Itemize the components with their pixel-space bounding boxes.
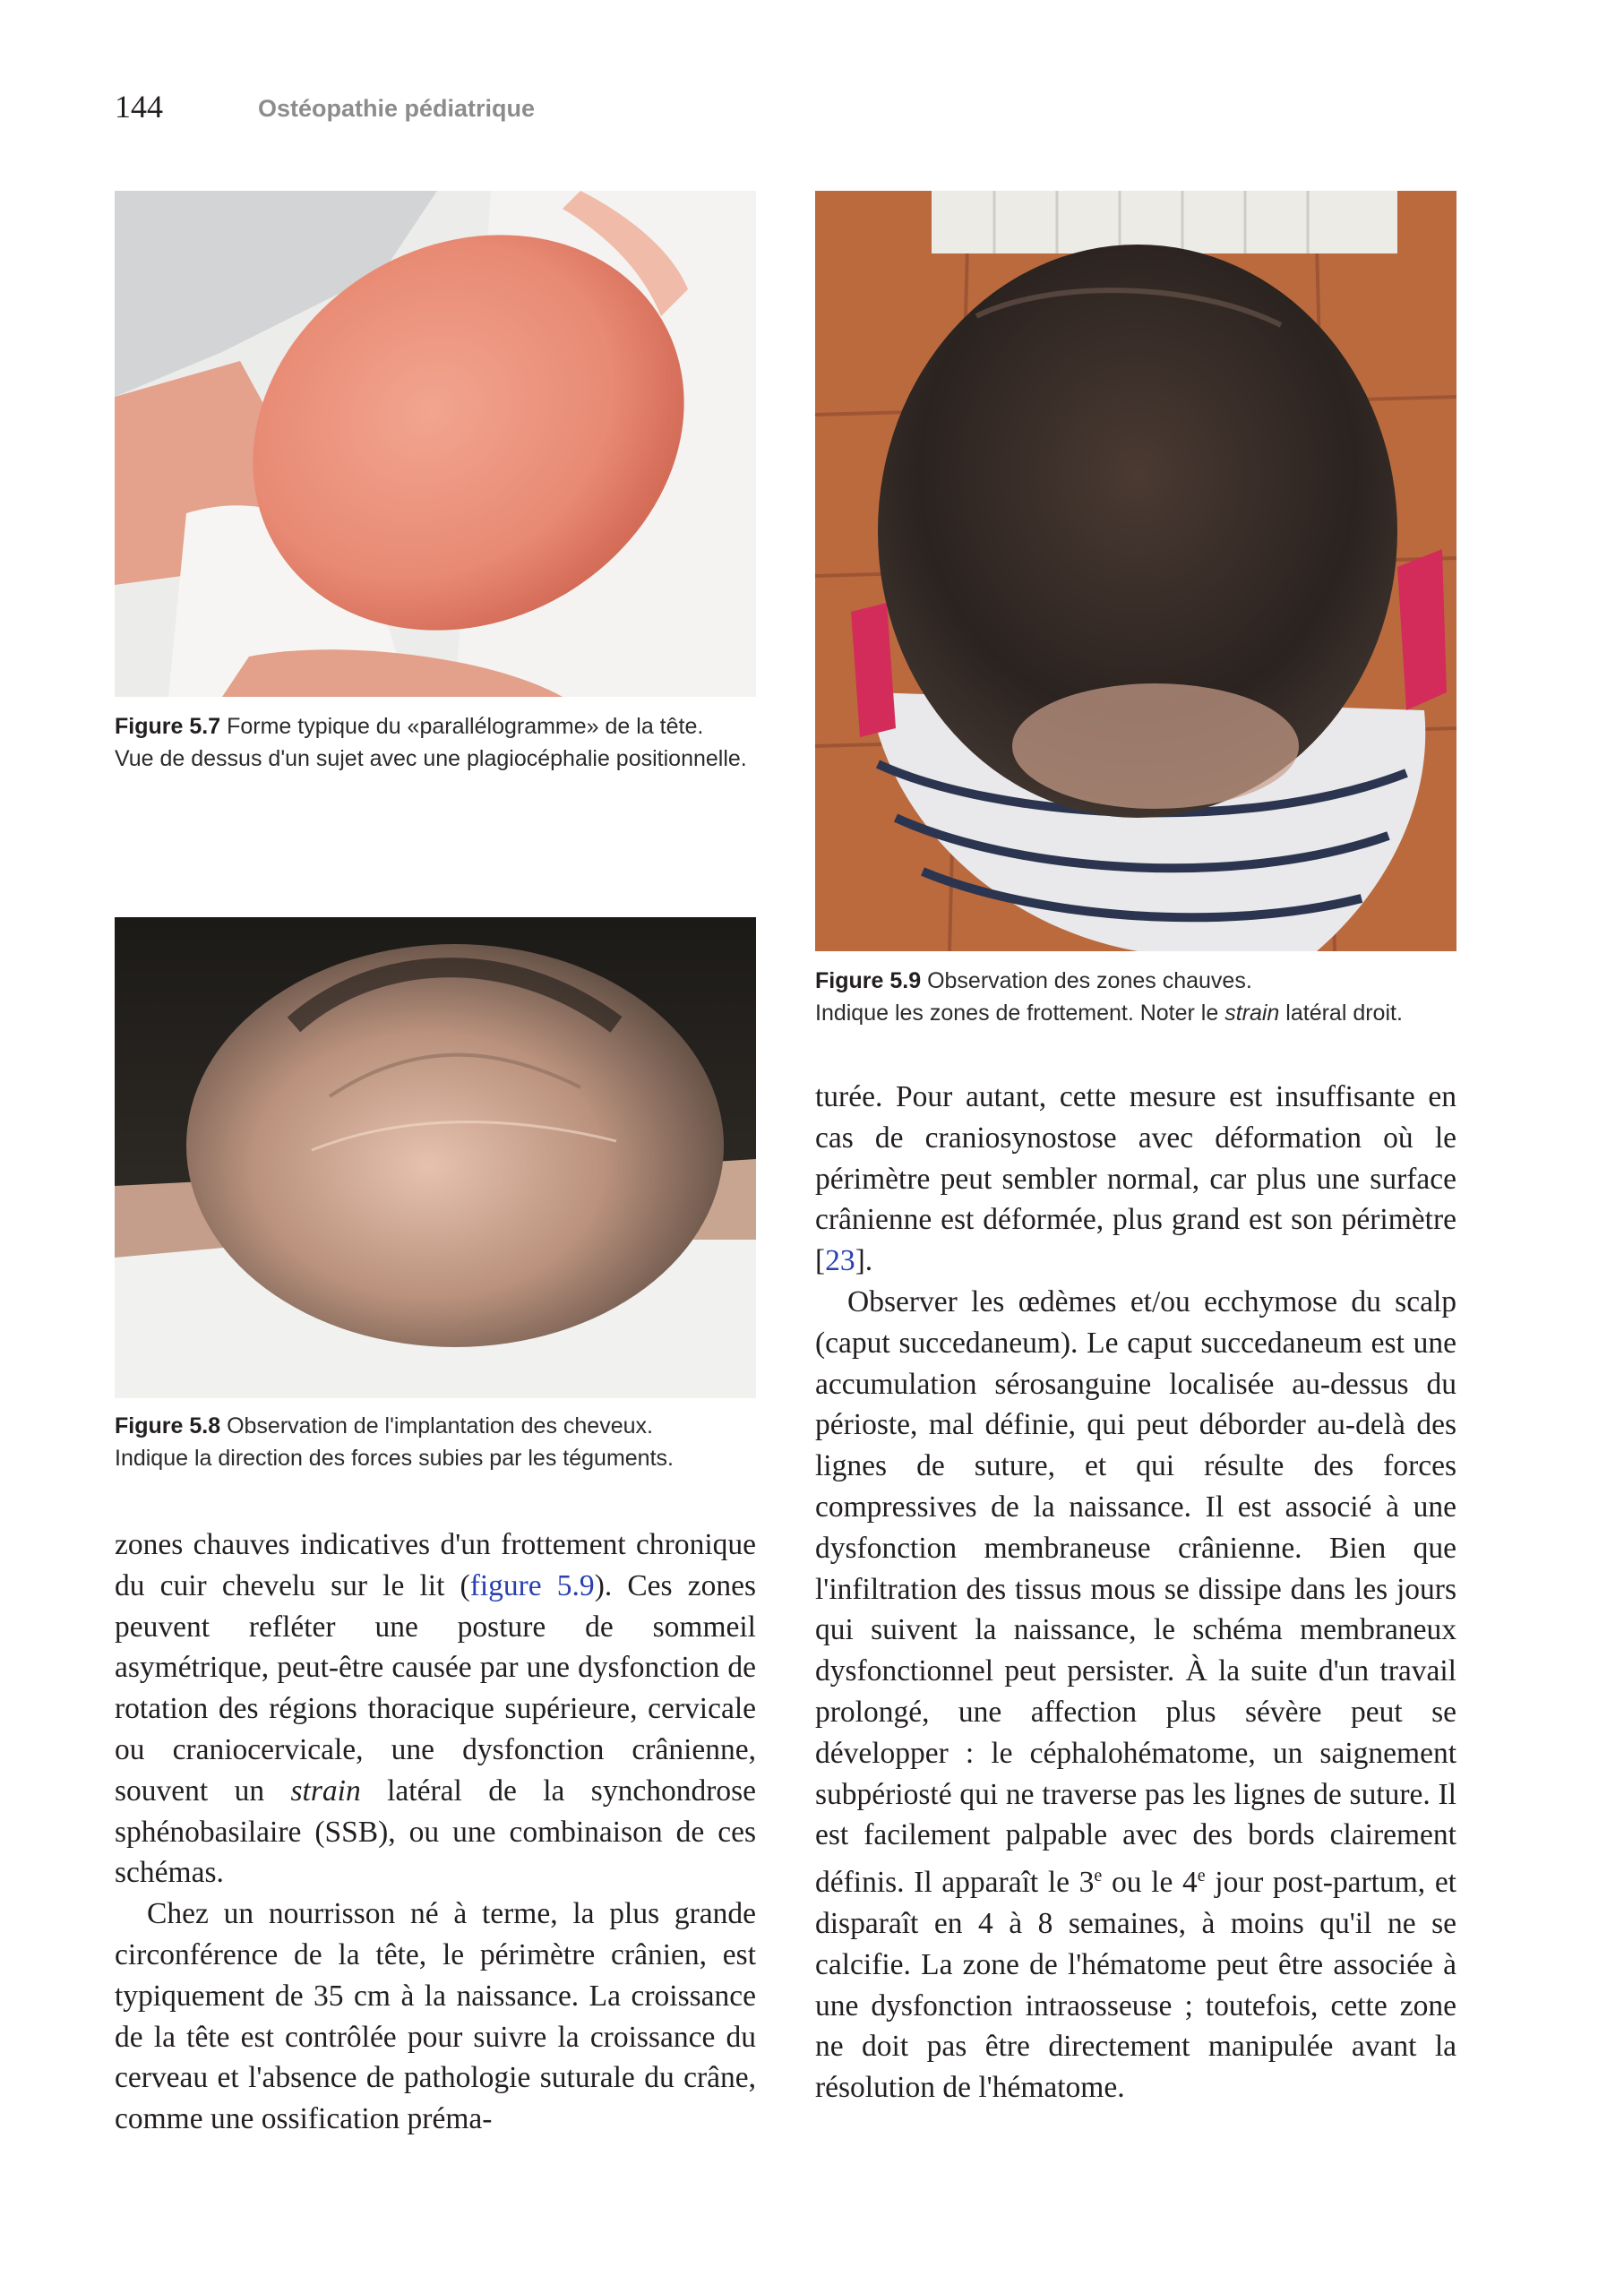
page-number: 144 [115, 89, 163, 125]
figure-number: 5.8 [189, 1413, 221, 1438]
figure-reference-link[interactable]: figure 5.9 [469, 1568, 595, 1602]
figure-number: 5.7 [189, 714, 221, 739]
figure-5-9-description: Indique les zones de frottement. Noter le strain latéral droit. [815, 1001, 1403, 1026]
running-title: Ostéopathie pédiatrique [258, 95, 536, 122]
figure-5-7-description: Vue de dessus d'un sujet avec une plagiocéphalie positionnelle. [115, 746, 747, 771]
paragraph: Chez un nourrisson né à terme, la plus grande circonférence de la tête, le périmètre crânien, est typiquement de 35 cm à la naissance. La croissance de la tête est contrôlée pour suivre la croissance du cerveau et l'absence de pathologie suturale du crâne, comme une ossification préma- [115, 1897, 756, 2136]
figure-5-7-caption [115, 710, 756, 775]
figure-5-8-description: Indique la direction des forces subies par les téguments. [115, 1446, 674, 1471]
right-text-column [815, 1077, 1456, 2108]
figure-label: Figure [115, 1413, 184, 1438]
figure-5-9-photo [815, 191, 1456, 951]
figure-title: Observation de l'implantation des cheveux. [220, 1413, 653, 1438]
paragraph: zones chauves indicatives d'un frottement chronique du cuir chevelu sur le lit (figure 5.9). Ces zones peuvent refléter une posture de sommeil asymétrique, peut-être causée par une dysfonction de rotation des régions thoracique supérieure, cervicale ou craniocervicale, une dysfonction crânienne, souvent un strain latéral de la synchondrose sphénobasilaire (SSB), ou une combinaison de ces schémas. [115, 1528, 756, 1890]
figure-5-8-caption [115, 1410, 756, 1474]
figure-number: 5.9 [889, 968, 922, 993]
citation-link[interactable]: 23 [825, 1244, 855, 1278]
figure-label: Figure [115, 714, 184, 739]
figure-label: Figure [815, 968, 884, 993]
figure-5-8-title [115, 1410, 756, 1442]
figure-5-8-photo [115, 917, 756, 1398]
figure-title: Forme typique du «parallélogramme» de la tête. [220, 714, 704, 739]
figure-5-9-caption [815, 965, 1456, 1029]
figure-title: Observation des zones chauves. [921, 968, 1252, 993]
paragraph: turée. Pour autant, cette mesure est insuffisante en cas de craniosynostose avec déformation où le périmètre peut sembler normal, car plus une surface crânienne est déformée, plus grand est son périmètre [23]. [815, 1080, 1456, 1278]
figure-5-7-title [115, 710, 756, 743]
left-text-column [115, 1524, 756, 2140]
figure-5-9-title [815, 965, 1456, 997]
figure-5-7-photo [115, 191, 756, 697]
paragraph: Observer les œdèmes et/ou ecchymose du scalp (caput succedaneum). Le caput succedaneum est une accumulation sérosanguine localisée au-dessus du périoste, mal définie, qui peut déborder au-delà des lignes de suture, et qui résulte des forces compressives de la naissance. Il est associé à une dysfonction membraneuse crânienne. Bien que l'infiltration des tissus mous se dissipe dans les jours qui suivent la naissance, le schéma membraneux dysfonctionnel peut persister. À la suite d'un travail prolongé, une affection plus sévère peut se développer : le céphalohématome, un saignement subpériosté qui ne traverse pas les lignes de suture. Il est facilement palpable avec des bords clairement définis. Il apparaît le 3e ou le 4e jour post-partum, et disparaît en 4 à 8 semaines, à moins qu'il ne se calcifie. La zone de l'hématome peut être associée à une dysfonction intraosseuse ; toutefois, cette zone ne doit pas être directement manipulée avant la résolution de l'hématome. [815, 1284, 1456, 2105]
